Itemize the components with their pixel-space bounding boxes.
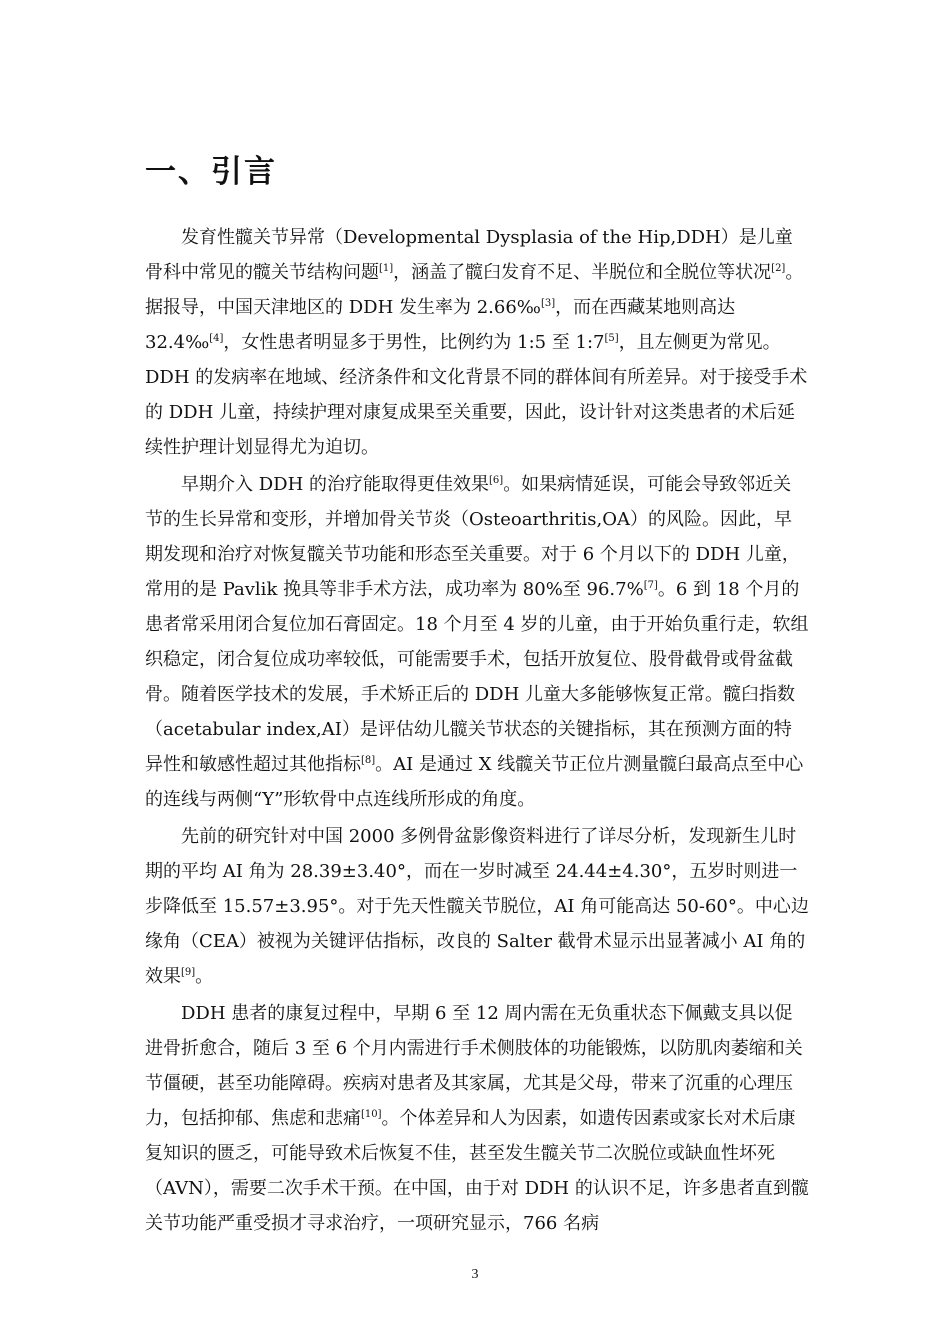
paragraph-text: 早期介入 DDH 的治疗能取得更佳效果 [181,474,490,495]
paragraph-text: ，涵盖了髋臼发育不足、半脱位和全脱位等状况 [393,262,772,283]
paragraph [145,467,809,817]
paragraph-text: ，且左侧更为常见。DDH 的发病率在地域、经济条件和文化背景不同的群体间有所差异。对于接受手术的 DDH 儿童，持续护理对康复成果至关重要，因此，设计针对这类患者的术后延续性护理计划显得尤为迫切。 [145,332,808,458]
citation-ref: [3] [540,298,556,309]
paragraph [145,220,809,465]
paragraph-text: ，而在西藏某地则高达 32.4‰ [145,297,736,353]
paragraph-text: 。6 到 18 个月的患者常采用闭合复位加石膏固定。18 个月至 4 岁的儿童，由于开始负重行走，软组织稳定，闭合复位成功率较低，可能需要手术，包括开放复位、股骨截骨或骨盆截骨。随着医学技术的发展，手术矫正后的 DDH 儿童大多能够恢复正常。髋臼指数（acetabular index,AI）是评估幼儿髋关节状态的关键指标，其在预测方面的特异性和敏感性超过其他指标 [145,579,809,775]
page-number: 3 [471,1267,479,1282]
citation-ref: [7] [643,580,658,591]
citation-ref: [10] [361,1109,382,1120]
section-heading: 一、引言 [145,154,277,190]
paragraph-text: 。如果病情延误，可能会导致邻近关节的生长异常和变形，并增加骨关节炎（Osteoarthritis,OA）的风险。因此，早期发现和治疗对恢复髋关节功能和形态至关重要。对于 6 个月以下的 DDH 儿童，常用的是 Pavlik 挽具等非手术方法，成功率为 80%至 96.7% [145,474,800,600]
paragraph [145,819,809,994]
paragraph-text: DDH 患者的康复过程中，早期 6 至 12 周内需在无负重状态下佩戴支具以促进骨折愈合，随后 3 至 6 个月内需进行手术侧肢体的功能锻炼，以防肌肉萎缩和关节僵硬，甚至功能障碍。疾病对患者及其家属，尤其是父母，带来了沉重的心理压力，包括抑郁、焦虑和悲痛 [145,1003,803,1129]
citation-ref: [6] [489,475,504,486]
citation-ref: [5] [604,333,619,344]
paragraph-text: 发育性髋关节异常（Developmental Dysplasia of the Hip,DDH）是儿童骨科中常见的髋关节结构问题 [145,227,793,283]
paragraph-text: 。 [195,966,214,987]
paragraph-text: 。个体差异和人为因素，如遗传因素或家长对术后康复知识的匮乏，可能导致术后恢复不佳，甚至发生髋关节二次脱位或缺血性坏死（AVN），需要二次手术干预。在中国，由于对 DDH 的认识不足，许多患者直到髋关节功能严重受损才寻求治疗，一项研究显示，766 名病 [145,1108,809,1234]
paragraph-text: 。AI 是通过 X 线髋关节正位片测量髋臼最高点至中心的连线与两侧“Y”形软骨中点连线所形成的角度。 [145,754,804,810]
citation-ref: [2] [771,263,786,274]
citation-ref: [1] [379,263,394,274]
paragraph-text: 先前的研究针对中国 2000 多例骨盆影像资料进行了详尽分析，发现新生儿时期的平均 AI 角为 28.39±3.40°，而在一岁时减至 24.44±4.30°，五岁时则进一步降低至 15.57±3.95°。对于先天性髋关节脱位，AI 角可能高达 50-60°。中心边缘角（CEA）被视为关键评估指标，改良的 Salter 截骨术显示出显著减小 AI 角的效果 [145,826,809,987]
citation-ref: [9] [181,967,196,978]
citation-ref: [8] [361,755,376,766]
citation-ref: [4] [209,333,224,344]
paragraph-text: ，女性患者明显多于男性，比例约为 1:5 至 1:7 [223,332,605,353]
body-text [145,220,809,1241]
paragraph-text: 。据报导，中国天津地区的 DDH 发生率为 2.66‰ [145,262,804,318]
paragraph [145,996,809,1241]
